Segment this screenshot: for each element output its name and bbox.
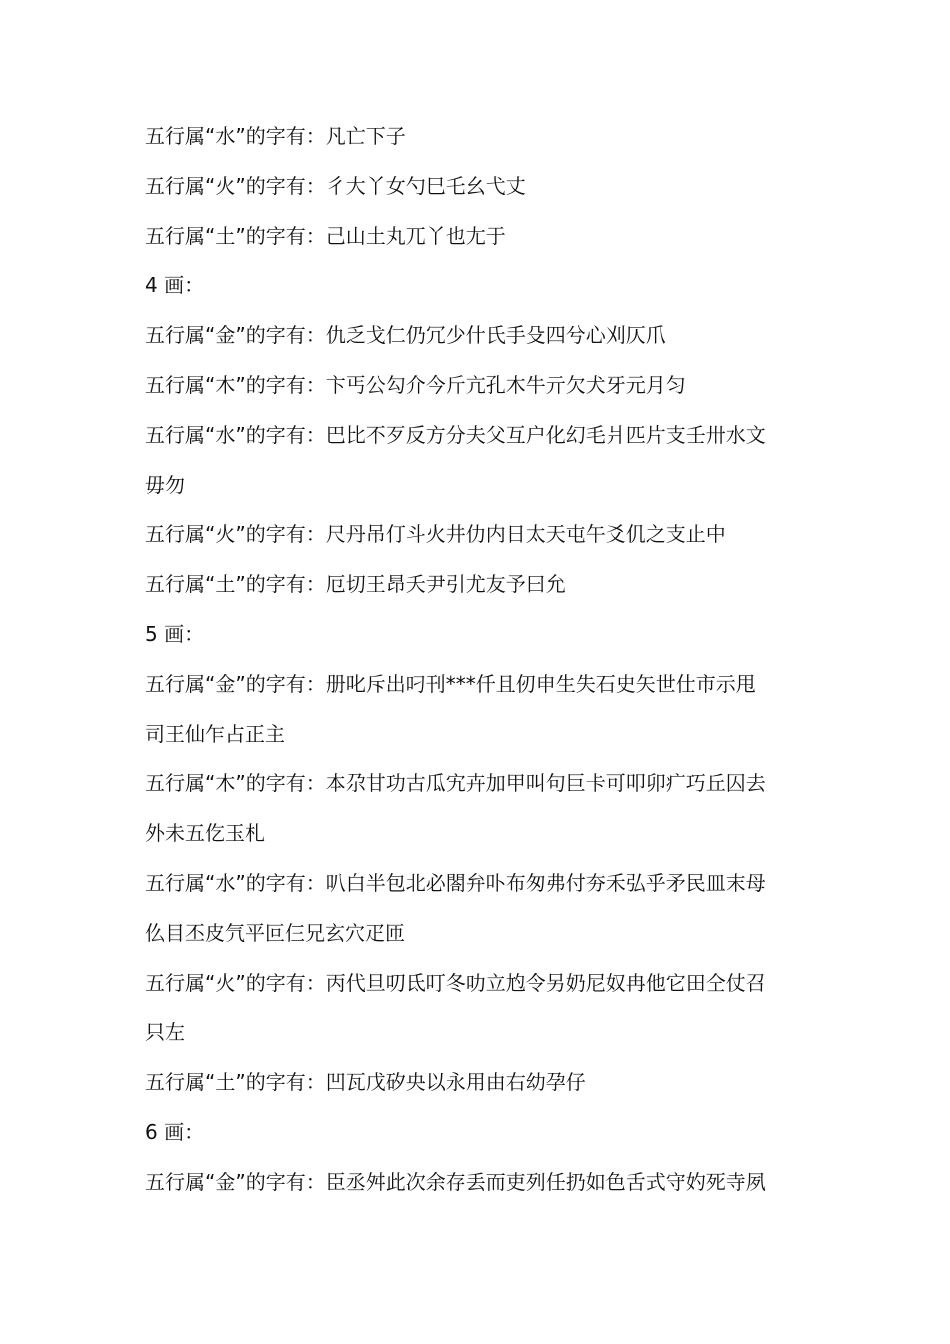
line-wood-4: 五行属“木”的字有：卞丐公勾介今斤亢孔木牛亓欠犬牙元月匀 bbox=[145, 372, 686, 397]
line-fire-4: 五行属“火”的字有：尺丹吊仃斗火井仂内日太天屯午爻仉之支止中 bbox=[145, 522, 726, 547]
line-earth-3: 五行属“土”的字有：己山土丸兀丫也尢于 bbox=[145, 223, 506, 248]
line-wood-5: 五行属“木”的字有：本尕甘功古瓜宄卉加甲叫句巨卡可叩卯疒巧丘囚去 bbox=[145, 771, 766, 796]
line-water-4: 五行属“水”的字有：巴比不歹反方分夫父互户化幻毛爿匹片支壬卅水文 bbox=[145, 422, 766, 447]
line-fire-5-cont: 只左 bbox=[145, 1020, 185, 1045]
line-earth-5: 五行属“土”的字有：凹瓦戊矽央以永用由右幼孕仔 bbox=[145, 1070, 586, 1095]
line-metal-6: 五行属“金”的字有：臣丞舛此次余存丢而吏列任扔如色舌式守妁死寺夙 bbox=[145, 1169, 766, 1194]
line-water-4-cont: 毋勿 bbox=[145, 472, 185, 497]
document-body bbox=[145, 112, 817, 1208]
line-metal-5-cont: 司王仙乍占正主 bbox=[145, 721, 285, 746]
line-metal-5: 五行属“金”的字有：册叱斥出叼刊***仟且仞申生失石史矢世仕市示甩 bbox=[145, 671, 756, 696]
line-fire-3: 五行属“火”的字有：彳大丫女勺巳乇幺弋丈 bbox=[145, 173, 526, 198]
line-fire-5: 五行属“火”的字有：丙代旦叨氐叮冬叻立尥令另奶尼奴冉他它田仝仗召 bbox=[145, 970, 766, 995]
line-water-3: 五行属“水”的字有：凡亡下子 bbox=[145, 124, 406, 148]
stroke-heading-5: 5 画： bbox=[145, 621, 205, 646]
line-water-5-cont: 仫目丕皮氕平叵仨兄玄穴疋匝 bbox=[145, 920, 405, 945]
line-earth-4: 五行属“土”的字有：厄切王昂夭尹引尤友予曰允 bbox=[145, 572, 566, 597]
line-wood-5-cont: 外未五仡玉札 bbox=[145, 821, 265, 846]
stroke-heading-4: 4 画： bbox=[145, 273, 205, 298]
line-metal-4: 五行属“金”的字有：仇乏戈仁仍冗少什氏手殳四兮心刈仄爪 bbox=[145, 323, 666, 348]
line-water-5: 五行属“水”的字有：叭白半包北必閤弁卟布匆弗付夯禾弘乎矛民皿末母 bbox=[145, 870, 766, 895]
stroke-heading-6: 6 画： bbox=[145, 1119, 205, 1144]
